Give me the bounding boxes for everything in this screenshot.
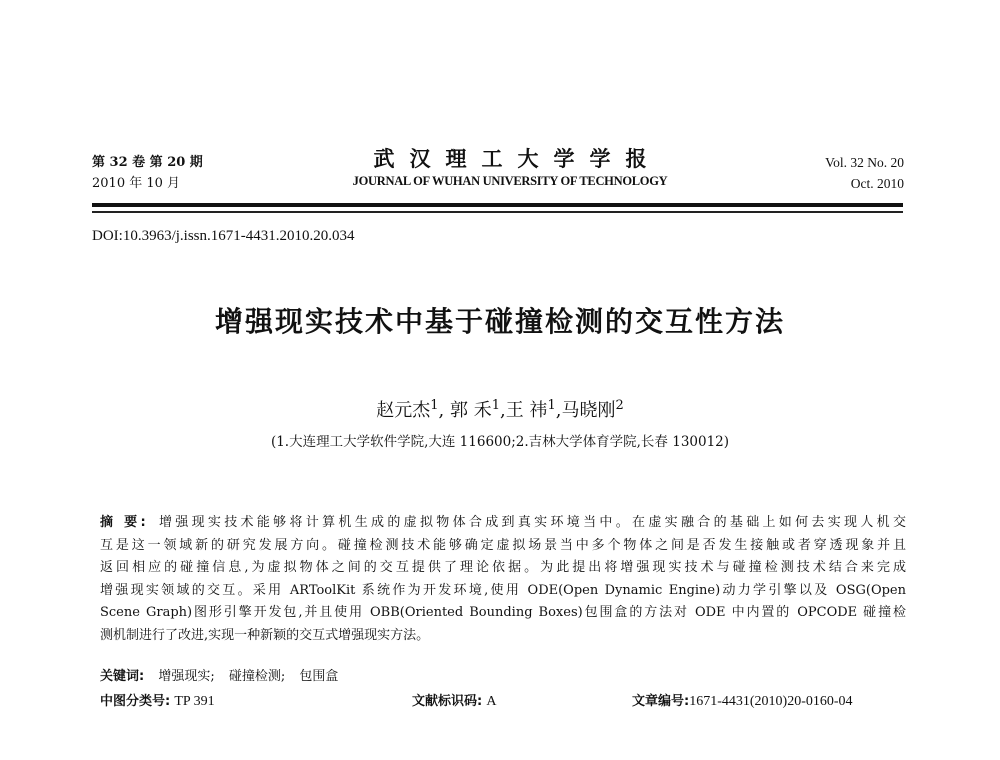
abstract <box>100 512 906 647</box>
clc-number: 中图分类号: TP 391 <box>100 694 215 709</box>
doi: DOI:10.3963/j.issn.1671-4431.2010.20.034 <box>92 228 355 244</box>
author-name: 王 祎 <box>505 400 548 421</box>
keyword: 碰撞检测; <box>228 669 286 684</box>
date-en: Oct. 2010 <box>850 176 904 191</box>
paper-title: 增强现实技术中基于碰撞检测的交互性方法 <box>214 305 785 338</box>
document-code: 文献标识码: A <box>412 694 497 709</box>
author-name: 赵元杰 <box>376 400 431 421</box>
abstract-line: 增强现实领域的交互。采用 ARToolKit 系统作为开发环境,使用 ODE(Open Dynamic Engine)动力学引擎以及 OSG(Open <box>100 582 906 598</box>
journal-name-cn: 武汉理工大学学报 <box>373 146 662 171</box>
journal-issue-info-en <box>760 152 904 194</box>
journal-issue-info-cn <box>92 152 203 194</box>
header-rule-thick <box>92 203 903 207</box>
abstract-line: 返回相应的碰撞信息,为虚拟物体之间的交互提供了理论依据。为此提出将增强现实技术与碰撞检测技术结合来完成 <box>100 560 906 575</box>
keyword: 包围盒 <box>299 669 339 684</box>
author-list: 赵元杰$^1$, 郭 禾$^1$,王 祎$^1$,马晓刚$^2$ <box>376 398 624 421</box>
keywords-label: 关键词: <box>100 669 145 684</box>
abstract-label: 摘 要: <box>100 515 146 530</box>
volume-issue-en: Vol. 32 No. 20 <box>825 155 904 170</box>
journal-masthead <box>300 146 720 190</box>
keywords <box>100 665 338 684</box>
abstract-line: 测机制进行了改进,实现一种新颖的交互式增强现实方法。 <box>100 627 430 643</box>
volume-issue-cn: 第 32 卷 第 20 期 <box>92 155 203 170</box>
author-affiliation-mark: 1 <box>491 398 500 413</box>
keyword: 增强现实; <box>158 669 215 684</box>
abstract-line: Scene Graph)图形引擎开发包,并且使用 OBB(Oriented Bounding Boxes)包围盒的方法对 ODE 中内置的 OPCODE 碰撞检 <box>100 605 906 620</box>
article-number: 文章编号:1671-4431(2010)20-0160-04 <box>632 694 853 709</box>
abstract-line: 互是这一领域新的研究发展方向。碰撞检测技术能够确定虚拟场景当中多个物体之间是否发生接触或者穿透现象并且 <box>100 537 906 553</box>
date-cn: 2010 年 10 月 <box>92 176 181 191</box>
author-affiliation-mark: 1 <box>547 398 556 413</box>
author-name: 马晓刚 <box>561 400 616 421</box>
author-affiliation-mark: 1 <box>430 398 439 413</box>
affiliations: (1.大连理工大学软件学院,大连 116600;2.吉林大学体育学院,长春 130012) <box>270 434 730 450</box>
author-affiliation-mark: 2 <box>615 398 624 413</box>
author-name: 郭 禾 <box>449 400 492 421</box>
journal-name-en: JOURNAL OF WUHAN UNIVERSITY OF TECHNOLOGY <box>352 174 668 188</box>
header-rule-thin <box>92 211 903 213</box>
abstract-line: 摘 要: 增强现实技术能够将计算机生成的虚拟物体合成到真实环境当中。在虚实融合的基础上如何去实现人机交 <box>100 515 906 530</box>
